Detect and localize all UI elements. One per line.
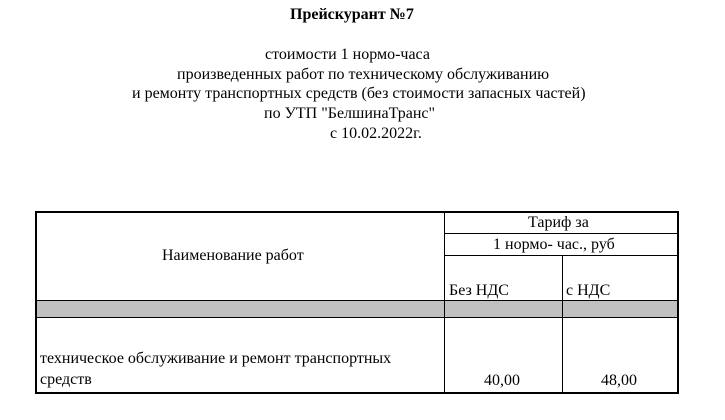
table-row-divider-band-bottom xyxy=(36,317,678,318)
header-tariff: Тариф за xyxy=(528,214,589,231)
subtitle-line-3: и ремонту транспортных средств (без стоимости запасных частей) xyxy=(132,85,586,102)
header-tariff-unit: 1 нормо- час., руб xyxy=(493,236,615,253)
subtitle-line-4: по УТП "БелшинаТранс" xyxy=(264,105,436,122)
table-separator-band xyxy=(36,300,678,318)
header-without-vat: Без НДС xyxy=(449,282,509,299)
table-border-right xyxy=(677,211,679,394)
table-border-left xyxy=(35,211,37,394)
table-row-divider-unit xyxy=(444,255,678,256)
table-row-divider-header-bottom xyxy=(36,300,678,301)
row-price-without-vat: 40,00 xyxy=(484,372,520,389)
table-border-top xyxy=(35,211,679,213)
table-col-divider-2 xyxy=(562,255,563,393)
subtitle-line-5: с 10.02.2022г. xyxy=(330,125,422,142)
header-with-vat: с НДС xyxy=(566,282,611,299)
subtitle-line-1: стоимости 1 нормо-часа xyxy=(265,46,430,63)
table-row-divider-tariff xyxy=(444,233,678,234)
row-work-name-line1: техническое обслуживание и ремонт транспортных xyxy=(40,350,392,367)
table-border-bottom xyxy=(35,392,679,394)
header-work-name: Наименование работ xyxy=(162,247,304,264)
subtitle-line-2: произведенных работ по техническому обслуживанию xyxy=(177,66,550,83)
row-price-with-vat: 48,00 xyxy=(601,372,637,389)
row-work-name-line2: средств xyxy=(40,371,92,388)
table-col-divider-1 xyxy=(444,211,445,393)
document-title: Прейскурант №7 xyxy=(290,6,414,23)
